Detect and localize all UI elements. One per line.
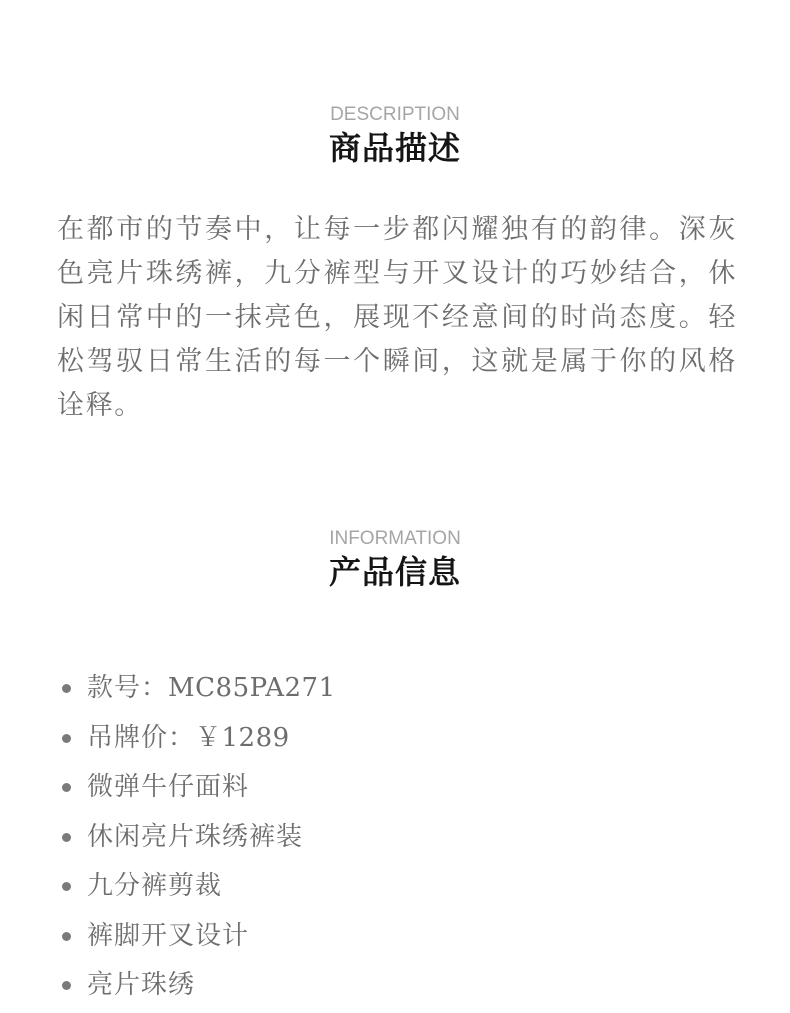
bullet-icon	[62, 833, 71, 842]
info-item-tag-price	[58, 716, 758, 766]
description-header	[0, 104, 790, 168]
info-item-value: ￥1289	[195, 722, 290, 753]
info-item-style-number	[58, 666, 758, 716]
bullet-icon	[62, 932, 71, 941]
info-item-style	[58, 815, 758, 865]
bullet-icon	[62, 684, 71, 693]
bullet-icon	[62, 981, 71, 990]
info-item-label: 裤脚开叉设计	[87, 920, 250, 951]
bullet-icon	[62, 882, 71, 891]
info-item-label: 款号：	[87, 673, 169, 703]
info-item-embellishment	[58, 963, 758, 1013]
information-header	[0, 528, 790, 592]
info-item-fabric	[58, 765, 758, 815]
info-item-cut	[58, 864, 758, 914]
description-eyebrow: DESCRIPTION	[330, 104, 460, 125]
info-item-label: 微弹牛仔面料	[87, 772, 250, 802]
info-item-value: MC85PA271	[168, 673, 336, 703]
info-item-label: 亮片珠绣	[87, 970, 196, 1000]
info-item-label: 九分裤剪裁	[87, 871, 223, 901]
information-title: 产品信息	[328, 553, 461, 591]
description-text: 在都市的节奏中，让每一步都闪耀独有的韵律。深灰色亮片珠绣裤，九分裤型与开叉设计的巧妙结合，休闲日常中的一抹亮色，展现不经意间的时尚态度。轻松驾驭日常生活的每一个瞬间，这就是属于你的风格诠释。	[57, 214, 737, 421]
product-info-list	[58, 666, 758, 1013]
bullet-icon	[62, 734, 71, 743]
info-item-label: 休闲亮片珠绣裤装	[87, 821, 304, 852]
bullet-icon	[62, 783, 71, 792]
info-item-hem	[58, 914, 758, 964]
info-item-label: 吊牌价：	[87, 722, 196, 753]
information-eyebrow: INFORMATION	[329, 528, 461, 549]
description-title: 商品描述	[328, 129, 461, 167]
